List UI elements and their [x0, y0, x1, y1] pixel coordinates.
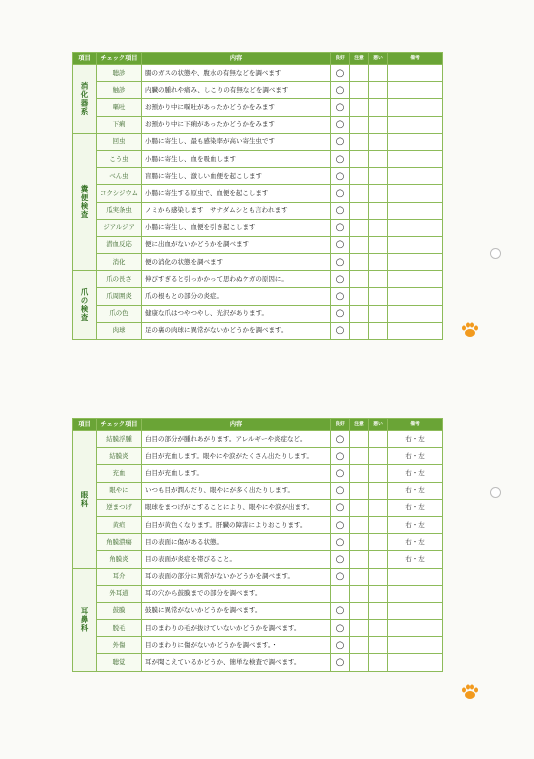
bad-mark-cell: [369, 534, 388, 551]
caution-mark-cell: [350, 133, 369, 150]
bad-mark-cell: [369, 568, 388, 585]
remarks-cell: [388, 637, 443, 654]
remarks-cell: [388, 185, 443, 202]
description-cell: 爪の根もとの部分の炎症。: [142, 288, 331, 305]
caution-mark-cell: [350, 637, 369, 654]
description-cell: ノミから感染します サナダムシとも言われます: [142, 202, 331, 219]
good-mark-cell: ○: [331, 150, 350, 167]
bad-mark-cell: [369, 150, 388, 167]
table-row: [73, 150, 443, 167]
check-item-cell: 角膜炎: [97, 551, 142, 568]
bad-mark-cell: [369, 219, 388, 236]
remarks-cell: 右・左: [388, 534, 443, 551]
caution-mark-cell: [350, 499, 369, 516]
caution-mark-cell: [350, 620, 369, 637]
remarks-cell: [388, 288, 443, 305]
caution-mark-cell: [350, 551, 369, 568]
good-mark-cell: ○: [331, 602, 350, 619]
bad-mark-cell: [369, 620, 388, 637]
remarks-cell: [388, 133, 443, 150]
good-mark-cell: ○: [331, 551, 350, 568]
table-row: [73, 168, 443, 185]
paw-icon: [461, 322, 479, 338]
bad-mark-cell: [369, 271, 388, 288]
check-item-cell: 聴診: [97, 65, 142, 82]
bad-mark-cell: [369, 168, 388, 185]
table-header-row: [73, 419, 443, 431]
table-row: [73, 99, 443, 116]
good-mark-cell: ○: [331, 65, 350, 82]
description-cell: 盲腸に寄生し、激しい血便を起こします: [142, 168, 331, 185]
check-item-cell: コクシジウム: [97, 185, 142, 202]
good-mark-cell: ○: [331, 219, 350, 236]
bad-mark-cell: [369, 202, 388, 219]
remarks-cell: [388, 322, 443, 339]
bad-mark-cell: [369, 288, 388, 305]
caution-mark-cell: [350, 465, 369, 482]
description-cell: お預かり中に下痢があったかどうかをみます: [142, 116, 331, 133]
remarks-cell: [388, 168, 443, 185]
table-row: [73, 322, 443, 339]
good-mark-cell: ○: [331, 637, 350, 654]
table-row: [73, 602, 443, 619]
description-cell: 小腸に寄生し、血便を引き起こします: [142, 219, 331, 236]
good-mark-cell: ○: [331, 516, 350, 533]
remarks-cell: [388, 99, 443, 116]
remarks-cell: 右・左: [388, 431, 443, 448]
checkup-table-digestive-stool-nail: [72, 52, 443, 340]
bad-mark-cell: [369, 116, 388, 133]
description-cell: 小腸に寄生する原虫で、血便を起こします: [142, 185, 331, 202]
good-mark-cell: ○: [331, 168, 350, 185]
remarks-cell: [388, 585, 443, 602]
check-item-cell: 回虫: [97, 133, 142, 150]
table-row: [73, 202, 443, 219]
caution-mark-cell: [350, 82, 369, 99]
description-cell: 白目の部分が腫れあがります。アレルギーや炎症など。: [142, 431, 331, 448]
description-cell: 眼球をまつげがこすることにより、眼やにや涙が出ます。: [142, 499, 331, 516]
table-row: [73, 254, 443, 271]
bad-mark-cell: [369, 602, 388, 619]
good-mark-cell: ○: [331, 620, 350, 637]
check-item-cell: 聴覚: [97, 654, 142, 671]
description-cell: 耳の表面の部分に異常がないかどうかを調べます。: [142, 568, 331, 585]
remarks-cell: 右・左: [388, 551, 443, 568]
good-mark-cell: ○: [331, 322, 350, 339]
check-item-cell: 外傷: [97, 637, 142, 654]
remarks-cell: [388, 202, 443, 219]
check-item-cell: 耳介: [97, 568, 142, 585]
table-row: [73, 448, 443, 465]
header-content: 内容: [142, 419, 331, 431]
bad-mark-cell: [369, 185, 388, 202]
caution-mark-cell: [350, 168, 369, 185]
header-check-item: チェック項目: [97, 419, 142, 431]
header-remarks: 備考: [388, 419, 443, 431]
caution-mark-cell: [350, 185, 369, 202]
table-row: [73, 534, 443, 551]
table-row: [73, 465, 443, 482]
header-check-item: チェック項目: [97, 53, 142, 65]
bad-mark-cell: [369, 637, 388, 654]
good-mark-cell: ○: [331, 202, 350, 219]
table-row: [73, 133, 443, 150]
good-mark-cell: ○: [331, 534, 350, 551]
binder-hole: [490, 487, 501, 498]
caution-mark-cell: [350, 568, 369, 585]
description-cell: 内臓の腫れや痛み、しこりの有無などを調べます: [142, 82, 331, 99]
table-row: [73, 516, 443, 533]
bad-mark-cell: [369, 236, 388, 253]
category-cell: 糞便検査: [73, 133, 97, 271]
description-cell: いつも目が潤んだり、眼やにが多く出たりします。: [142, 482, 331, 499]
remarks-cell: 右・左: [388, 448, 443, 465]
table-row: [73, 65, 443, 82]
good-mark-cell: ○: [331, 305, 350, 322]
good-mark-cell: ○: [331, 568, 350, 585]
bad-mark-cell: [369, 65, 388, 82]
caution-mark-cell: [350, 116, 369, 133]
description-cell: 小腸に寄生し、血を吸血します: [142, 150, 331, 167]
header-category: 項目: [73, 53, 97, 65]
description-cell: 鼓膜に異常がないかどうかを調べます。: [142, 602, 331, 619]
remarks-cell: [388, 236, 443, 253]
check-item-cell: 消化: [97, 254, 142, 271]
description-cell: 足の裏の肉球に異常がないかどうかを調べます。: [142, 322, 331, 339]
caution-mark-cell: [350, 305, 369, 322]
category-cell: 爪の検査: [73, 271, 97, 340]
check-item-cell: こう虫: [97, 150, 142, 167]
bad-mark-cell: [369, 99, 388, 116]
category-cell: 消化器系: [73, 65, 97, 134]
check-item-cell: 結膜炎: [97, 448, 142, 465]
description-cell: お預かり中に嘔吐があったかどうかをみます: [142, 99, 331, 116]
good-mark-cell: ○: [331, 271, 350, 288]
table-row: [73, 585, 443, 602]
header-good: 良好: [331, 53, 350, 65]
check-item-cell: 潜血反応: [97, 236, 142, 253]
table-row: [73, 288, 443, 305]
description-cell: 白目が充血します。眼やにや涙がたくさん出たりします。: [142, 448, 331, 465]
caution-mark-cell: [350, 254, 369, 271]
header-good: 良好: [331, 419, 350, 431]
bad-mark-cell: [369, 305, 388, 322]
caution-mark-cell: [350, 65, 369, 82]
good-mark-cell: ○: [331, 482, 350, 499]
remarks-cell: [388, 219, 443, 236]
check-item-cell: 結膜浮腫: [97, 431, 142, 448]
check-item-cell: 眼やに: [97, 482, 142, 499]
remarks-cell: 右・左: [388, 499, 443, 516]
table-row: [73, 637, 443, 654]
remarks-cell: [388, 620, 443, 637]
good-mark-cell: ○: [331, 185, 350, 202]
remarks-cell: [388, 305, 443, 322]
remarks-cell: [388, 150, 443, 167]
paw-icon: [461, 684, 479, 700]
caution-mark-cell: [350, 288, 369, 305]
description-cell: 目の表面が炎症を帯びること。: [142, 551, 331, 568]
table-row: [73, 620, 443, 637]
description-cell: 耳の穴から鼓膜までの部分を調べます。: [142, 585, 331, 602]
remarks-cell: [388, 254, 443, 271]
good-mark-cell: ○: [331, 431, 350, 448]
caution-mark-cell: [350, 150, 369, 167]
check-item-cell: 嘔吐: [97, 99, 142, 116]
caution-mark-cell: [350, 322, 369, 339]
check-item-cell: 脱毛: [97, 620, 142, 637]
description-cell: 目の表面に傷がある状態。: [142, 534, 331, 551]
table-row: [73, 236, 443, 253]
good-mark-cell: ○: [331, 465, 350, 482]
category-cell: 眼科: [73, 431, 97, 569]
header-category: 項目: [73, 419, 97, 431]
header-bad: 悪い: [369, 419, 388, 431]
table-row: [73, 185, 443, 202]
remarks-cell: [388, 271, 443, 288]
bad-mark-cell: [369, 448, 388, 465]
description-cell: 白目が黄色くなります。肝臓の障害によりおこります。: [142, 516, 331, 533]
caution-mark-cell: [350, 202, 369, 219]
bad-mark-cell: [369, 322, 388, 339]
table-row: [73, 499, 443, 516]
binder-hole: [490, 248, 501, 259]
remarks-cell: 右・左: [388, 482, 443, 499]
table-row: [73, 271, 443, 288]
check-item-cell: 肉球: [97, 322, 142, 339]
good-mark-cell: ○: [331, 288, 350, 305]
bad-mark-cell: [369, 431, 388, 448]
bad-mark-cell: [369, 654, 388, 671]
bad-mark-cell: [369, 585, 388, 602]
good-mark-cell: ○: [331, 499, 350, 516]
header-bad: 悪い: [369, 53, 388, 65]
table-row: [73, 482, 443, 499]
check-item-cell: べん虫: [97, 168, 142, 185]
caution-mark-cell: [350, 654, 369, 671]
description-cell: 腸のガスの状態や、腹水の有無などを調べます: [142, 65, 331, 82]
caution-mark-cell: [350, 236, 369, 253]
description-cell: 目のまわりに傷がないかどうかを調べます。・: [142, 637, 331, 654]
description-cell: 耳が聞こえているかどうか、簡単な検査で調べます。: [142, 654, 331, 671]
description-cell: 健康な爪はつやつやし、光沢があります。: [142, 305, 331, 322]
check-item-cell: 黄疸: [97, 516, 142, 533]
check-item-cell: 瓜実条虫: [97, 202, 142, 219]
check-item-cell: ジアルジア: [97, 219, 142, 236]
header-remarks: 備考: [388, 53, 443, 65]
caution-mark-cell: [350, 585, 369, 602]
check-item-cell: 鼓膜: [97, 602, 142, 619]
bad-mark-cell: [369, 254, 388, 271]
remarks-cell: [388, 65, 443, 82]
good-mark-cell: ○: [331, 116, 350, 133]
good-mark-cell: ○: [331, 254, 350, 271]
category-cell: 耳鼻科: [73, 568, 97, 671]
remarks-cell: [388, 116, 443, 133]
check-item-cell: 外耳道: [97, 585, 142, 602]
table-row: [73, 82, 443, 99]
check-item-cell: 爪の長さ: [97, 271, 142, 288]
caution-mark-cell: [350, 516, 369, 533]
check-item-cell: 触診: [97, 82, 142, 99]
good-mark-cell: ○: [331, 133, 350, 150]
caution-mark-cell: [350, 482, 369, 499]
description-cell: 伸びすぎると引っかかって思わぬケガの原因に。: [142, 271, 331, 288]
remarks-cell: [388, 602, 443, 619]
caution-mark-cell: [350, 602, 369, 619]
table-row: [73, 431, 443, 448]
good-mark-cell: ○: [331, 236, 350, 253]
table-row: [73, 654, 443, 671]
bad-mark-cell: [369, 551, 388, 568]
description-cell: 小腸に寄生し、最も感染率が高い寄生虫です: [142, 133, 331, 150]
description-cell: 白目が充血します。: [142, 465, 331, 482]
bad-mark-cell: [369, 82, 388, 99]
good-mark-cell: ○: [331, 99, 350, 116]
bad-mark-cell: [369, 465, 388, 482]
check-item-cell: 充血: [97, 465, 142, 482]
caution-mark-cell: [350, 534, 369, 551]
description-cell: 便に出血がないかどうかを調べます: [142, 236, 331, 253]
remarks-cell: [388, 568, 443, 585]
remarks-cell: 右・左: [388, 465, 443, 482]
check-item-cell: 下痢: [97, 116, 142, 133]
header-content: 内容: [142, 53, 331, 65]
checkup-table-eye-ear: [72, 418, 443, 672]
header-caution: 注意: [350, 419, 369, 431]
table-row: [73, 116, 443, 133]
check-item-cell: 角膜潰瘍: [97, 534, 142, 551]
caution-mark-cell: [350, 99, 369, 116]
header-caution: 注意: [350, 53, 369, 65]
table-row: [73, 568, 443, 585]
check-item-cell: 爪の色: [97, 305, 142, 322]
check-item-cell: 爪周囲炎: [97, 288, 142, 305]
table-header-row: [73, 53, 443, 65]
good-mark-cell: ○: [331, 448, 350, 465]
bad-mark-cell: [369, 499, 388, 516]
caution-mark-cell: [350, 448, 369, 465]
table-row: [73, 551, 443, 568]
check-item-cell: 逆まつげ: [97, 499, 142, 516]
bad-mark-cell: [369, 516, 388, 533]
bad-mark-cell: [369, 133, 388, 150]
table-row: [73, 219, 443, 236]
table-row: [73, 305, 443, 322]
remarks-cell: [388, 82, 443, 99]
bad-mark-cell: [369, 482, 388, 499]
description-cell: 目のまわりの毛が抜けていないかどうかを調べます。: [142, 620, 331, 637]
caution-mark-cell: [350, 219, 369, 236]
remarks-cell: 右・左: [388, 516, 443, 533]
good-mark-cell: [331, 585, 350, 602]
caution-mark-cell: [350, 271, 369, 288]
good-mark-cell: ○: [331, 654, 350, 671]
description-cell: 便の消化の状態を調べます: [142, 254, 331, 271]
caution-mark-cell: [350, 431, 369, 448]
remarks-cell: [388, 654, 443, 671]
good-mark-cell: ○: [331, 82, 350, 99]
